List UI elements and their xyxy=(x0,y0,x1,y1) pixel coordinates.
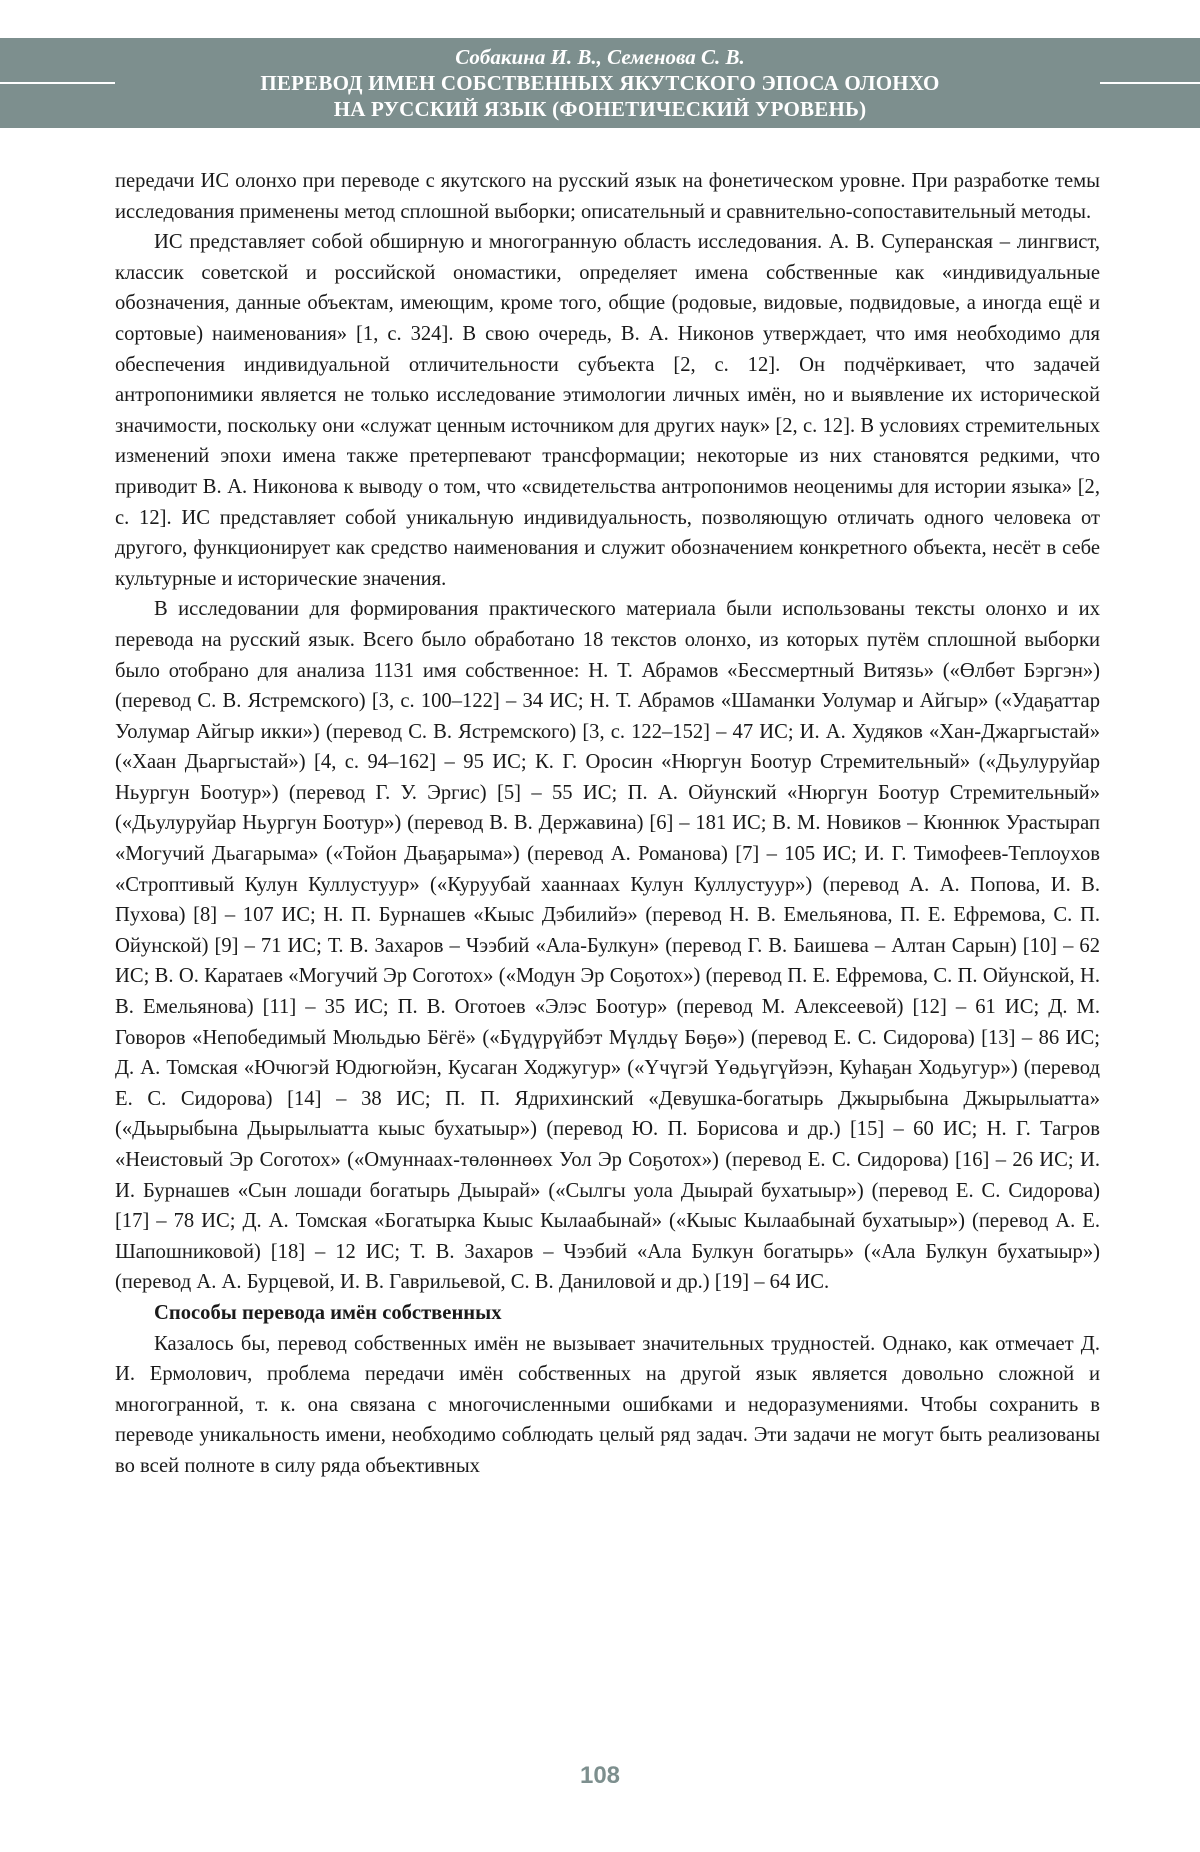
paragraph-continuation: передачи ИС олонхо при переводе с якутского на русский язык на фонетическом уровне. При разработке темы исследования применены метод сплошной выборки; описательный и сравнительно-сопоставительный методы. xyxy=(115,170,1100,223)
running-header xyxy=(0,38,1200,128)
section-heading: Способы перевода имён собственных xyxy=(154,1301,502,1324)
page-number: 108 xyxy=(579,1762,621,1789)
header-title-line-2: НА РУССКИЙ ЯЗЫК (ФОНЕТИЧЕСКИЙ УРОВЕНЬ) xyxy=(333,97,867,121)
paragraph-proper-names-definition: ИС представляет собой обширную и многогранную область исследования. А. В. Суперанская – лингвист, классик советской и российской ономастики, определяет имена собственные как «индивидуальные обозначения, данные объектам, имеющим, кроме того, общие (родовые, видовые, подвидовые, а иногда ещё и сортовые) наименования» [1, с. 324]. В свою очередь, В. А. Никонов утверждает, что имя необходимо для обеспечения индивидуальной отличительности субъекта [2, с. 12]. Он подчёркивает, что задачей антропонимики является не только исследование этимологии личных имён, но и выявление их исторической значимости, поскольку они «служат ценным источником для других наук» [2, с. 12]. В условиях стремительных изменений эпохи имена также претерпевают трансформации; некоторые из них становятся редкими, что приводит В. А. Никонова к выводу о том, что «свидетельства антропонимов неоценимы для истории языка» [2, с. 12]. ИС представляет собой уникальную индивидуальность, позволяющую отличать одного человека от другого, функционирует как средство наименования и служит обозначением конкретного объекта, несёт в себе культурные и исторические значения. xyxy=(115,231,1100,590)
paragraph-research-material: В исследовании для формирования практического материала были использованы тексты олонхо и их перевода на русский язык. Всего было обработано 18 текстов олонхо, из которых путём сплошной выборки было отобрано для анализа 1131 имя собственное: Н. Т. Абрамов «Бессмертный Витязь» («Өлбөт Бэргэн») (перевод С. В. Ястремского) [3, с. 100–122] – 34 ИС; Н. Т. Абрамов «Шаманки Уолумар и Айгыр» («Удаҕаттар Уолумар Айгыр икки») (перевод С. В. Ястремского) [3, с. 122–152] – 47 ИС; И. А. Худяков «Хан-Джаргыстай» («Хаан Дьаргыстай») [4, с. 94–162] – 95 ИС; К. Г. Оросин «Нюргун Боотур Стремительный» («Дьулуруйар Ньургун Боотур») (перевод Г. У. Эргис) [5] – 55 ИС; П. А. Ойунский «Нюргун Боотур Стремительный» («Дьулуруйар Ньургун Боотур») (перевод В. В. Державина) [6] – 181 ИС; В. М. Новиков – Кюннюк Урастырап «Могучий Дьагарыма» («Тойон Дьаҕарыма») (перевод А. Романова) [7] – 105 ИС; И. Г. Тимофеев-Теплоухов «Строптивый Кулун Куллустуур» («Куруубай хааннаах Кулун Куллустуур») (перевод А. А. Попова, И. В. Пухова) [8] – 107 ИС; Н. П. Бурнашев «Кыыс Дэбилийэ» (перевод Н. В. Емельянова, П. Е. Ефремова, С. П. Ойунской) [9] – 71 ИС; Т. В. Захаров – Чээбий «Ала-Булкун» (перевод Г. В. Баишева – Алтан Сарын) [10] – 62 ИС; В. О. Каратаев «Могучий Эр Соготох» («Модун Эр Соҕотох») (перевод П. Е. Ефремова, С. П. Ойунской, Н. В. Емельянова) [11] – 35 ИС; П. В. Оготоев «Элэс Боотур» (перевод М. Алексеевой) [12] – 61 ИС; Д. М. Говоров «Непобедимый Мюльдью Бёгё» («Бүдүрүйбэт Мүлдьү Бөҕө») (перевод Е. С. Сидорова) [13] – 86 ИС; Д. А. Томская «Ючюгэй Юдюгюйэн, Кусаган Ходжугур» («Үчүгэй Үөдьүгүйээн, Куһаҕан Ходьугур») (перевод Е. С. Сидорова) [14] – 38 ИС; П. П. Ядрихинский «Девушка-богатырь Джырыбына Джырылыатта» («Дьырыбына Дьырылыатта кыыс бухатыыр») (перевод Ю. П. Борисова и др.) [15] – 60 ИС; Н. Г. Тагров «Неистовый Эр Соготох» («Омуннаах-төлөннөөх Уол Эр Соҕотох») (перевод Е. С. Сидорова) [16] – 26 ИС; И. И. Бурнашев «Сын лошади богатырь Дыырай» («Сылгы уола Дыырай бухатыыр») (перевод Е. С. Сидорова) [17] – 78 ИС; Д. А. Томская «Богатырка Кыыс Кылаабынай» («Кыыс Кылаабынай бухатыыр») (перевод А. Е. Шапошниковой) [18] – 12 ИС; Т. В. Захаров – Чээбий «Ала Булкун богатырь» («Ала Булкун бухатыыр») (перевод А. А. Бурцевой, И. В. Гаврильевой, С. В. Даниловой и др.) [19] – 64 ИС. xyxy=(115,598,1100,1294)
article-body xyxy=(115,166,1100,1482)
header-authors: Собакина И. В., Семенова С. В. xyxy=(455,45,745,69)
header-title-line-1: ПЕРЕВОД ИМЕН СОБСТВЕННЫХ ЯКУТСКОГО ЭПОСА ОЛОНХО xyxy=(260,71,940,95)
header-text xyxy=(0,44,1200,122)
paragraph-translation-methods: Казалось бы, перевод собственных имён не вызывает значительных трудностей. Однако, как отмечает Д. И. Ермолович, проблема передачи имён собственных на другой язык является довольно сложной и многогранной, т. к. она связана с многочисленными ошибками и недоразумениями. Чтобы сохранить в переводе уникальность имени, необходимо соблюдать целый ряд задач. Эти задачи не могут быть реализованы во всей полноте в силу ряда объективных xyxy=(115,1332,1100,1477)
